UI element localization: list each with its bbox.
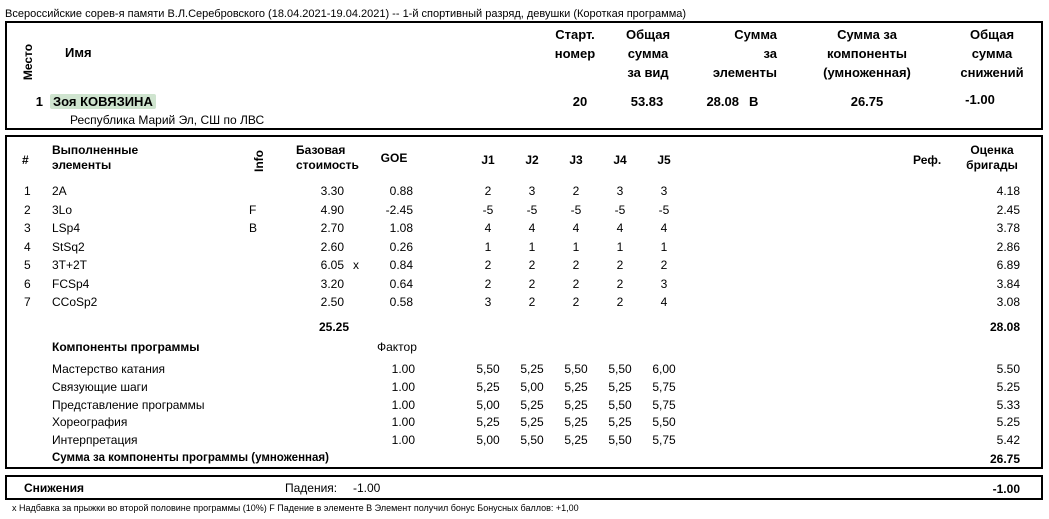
skater-club: Республика Марий Эл, СШ по ЛВС (70, 113, 265, 127)
skater-place: 1 (35, 94, 43, 109)
element-judge-1-score: 3 (484, 295, 492, 309)
component-factor: 1.00 (391, 379, 415, 394)
element-panel-score: 2.86 (996, 239, 1020, 254)
element-judge-4-score: 3 (616, 184, 624, 198)
skater-name[interactable] (50, 94, 156, 109)
deductions-header (947, 25, 1037, 82)
element-judge-1-score: 2 (484, 258, 492, 272)
element-num: 5 (24, 258, 31, 272)
element-judge-2-score: -5 (526, 202, 538, 217)
component-factor: 1.00 (391, 397, 415, 412)
element-num: 3 (24, 221, 31, 235)
element-judge-3-score: 2 (572, 184, 580, 198)
deductions-box (5, 475, 1043, 500)
component-judge-3-score: 5,25 (564, 397, 588, 412)
element-num: 2 (24, 202, 31, 217)
footer-note: x Надбавка за прыжки во второй половине программы (10%) F Падение в элементе B Элемент получил бонус Бонусных баллов: +1,00 (12, 503, 579, 513)
element-base-value: 2.60 (320, 239, 344, 254)
component-factor: 1.00 (391, 362, 415, 376)
component-judge-1-score: 5,25 (476, 379, 500, 394)
judge-5-header: J5 (657, 153, 671, 167)
component-judge-4-score: 5,50 (608, 397, 632, 412)
element-judge-1-score: 4 (484, 221, 492, 235)
element-code: FCSp4 (52, 276, 90, 291)
elements-header-line-1: Выполненные (52, 143, 139, 157)
info-header: Info (252, 150, 266, 172)
component-judge-1-score: 5,50 (476, 362, 500, 376)
total-score-header (615, 25, 681, 82)
total-header-line-3: за вид (627, 65, 669, 80)
skater-summary-box (5, 21, 1043, 130)
element-judge-2-score: 2 (528, 276, 536, 291)
component-judge-5-score: 6,00 (652, 362, 676, 376)
component-judge-1-score: 5,25 (476, 415, 500, 430)
element-code: StSq2 (52, 239, 85, 254)
deductions-header-line-3: снижений (960, 65, 1024, 80)
element-panel-score: 3.78 (996, 221, 1020, 235)
element-judge-1-score: 1 (484, 239, 492, 254)
skater-name-text: Зоя КОВЯЗИНА (50, 94, 156, 109)
element-score-value: 28.08 (706, 94, 739, 109)
element-base-value: 4.90 (320, 202, 344, 217)
component-judge-1-score: 5,00 (476, 433, 500, 448)
judge-2-header: J2 (525, 153, 539, 167)
judge-3-header: J3 (569, 153, 583, 167)
panel-header-line-2: бригады (966, 158, 1018, 172)
element-bonus-x: x (353, 258, 359, 272)
component-panel-score: 5.50 (996, 362, 1020, 376)
element-num: 7 (24, 295, 31, 309)
component-judge-3-score: 5,25 (564, 415, 588, 430)
element-goe: 0.88 (389, 184, 413, 198)
component-panel-score: 5.25 (996, 379, 1020, 394)
element-judge-2-score: 1 (528, 239, 536, 254)
start-number-header (545, 25, 605, 63)
component-name: Представление программы (52, 397, 205, 412)
element-panel-score: 3.08 (996, 295, 1020, 309)
component-judge-4-score: 5,50 (608, 433, 632, 448)
element-judge-5-score: 4 (660, 221, 668, 235)
element-base-value: 3.20 (320, 276, 344, 291)
component-score-value: 26.75 (850, 94, 884, 109)
element-goe: 0.84 (389, 258, 413, 272)
component-factor: 1.00 (391, 415, 415, 430)
components-title: Компоненты программы (52, 340, 200, 354)
element-info: B (249, 221, 258, 235)
falls-label: Падения: (285, 481, 338, 495)
element-judge-5-score: 4 (660, 295, 668, 309)
deductions-header-line-2: сумма (971, 46, 1013, 61)
component-judge-2-score: 5,25 (520, 415, 544, 430)
component-panel-score: 5.25 (996, 415, 1020, 430)
component-factor: 1.00 (391, 433, 415, 448)
element-panel-score: 4.18 (996, 184, 1020, 198)
component-score-header (807, 25, 927, 82)
elements-header-line-1: Сумма (734, 27, 777, 42)
components-header-line-3: (умноженная) (823, 65, 911, 80)
element-judge-4-score: 1 (616, 239, 624, 254)
bonus-marker: B (749, 94, 759, 109)
panel-score-header (957, 143, 1027, 173)
element-code: CCoSp2 (52, 295, 98, 309)
scores-detail-box (5, 135, 1043, 469)
element-judge-5-score: 2 (660, 258, 668, 272)
component-judge-5-score: 5,50 (652, 415, 676, 430)
element-judge-1-score: 2 (484, 276, 492, 291)
place-header: Место (21, 43, 35, 81)
event-title: Всероссийские сорев-я памяти В.Л.Серебровского (18.04.2021-19.04.2021) -- 1-й спортивный разряд, девушки (Короткая программа) (5, 8, 687, 20)
deductions-label: Снижения (24, 481, 84, 495)
element-code: 3T+2T (52, 258, 88, 272)
element-code: 3Lo (52, 202, 73, 217)
element-panel-score: 3.84 (996, 276, 1020, 291)
elements-header-line-3: элементы (712, 65, 777, 80)
component-name: Мастерство катания (52, 362, 166, 376)
total-score-value: 53.83 (630, 94, 664, 109)
start-header-line-2: номер (554, 46, 596, 61)
components-header-line-2: компоненты (827, 46, 907, 61)
component-judge-1-score: 5,00 (476, 397, 500, 412)
component-judge-3-score: 5,25 (564, 379, 588, 394)
component-judge-5-score: 5,75 (652, 379, 676, 394)
base-total: 25.25 (318, 320, 349, 334)
component-judge-2-score: 5,25 (520, 362, 544, 376)
element-judge-3-score: -5 (570, 202, 582, 217)
element-judge-2-score: 4 (528, 221, 536, 235)
element-judge-1-score: -5 (482, 202, 494, 217)
component-judge-4-score: 5,25 (608, 379, 632, 394)
num-header: # (22, 153, 29, 167)
panel-header-line-1: Оценка (970, 143, 1014, 157)
element-panel-score: 6.89 (996, 258, 1020, 272)
element-judge-3-score: 2 (572, 258, 580, 272)
element-judge-4-score: 2 (616, 295, 624, 309)
element-judge-3-score: 1 (572, 239, 580, 254)
base-value-header (296, 143, 359, 173)
element-base-value: 2.50 (320, 295, 344, 309)
base-header-line-2: стоимость (296, 158, 359, 172)
component-judge-2-score: 5,00 (520, 379, 544, 394)
deductions-value: -1.00 (965, 92, 995, 107)
deductions-total: -1.00 (992, 482, 1020, 496)
component-judge-4-score: 5,50 (608, 362, 632, 376)
element-judge-2-score: 2 (528, 258, 536, 272)
elements-header-line-2: за (763, 46, 777, 61)
element-judge-4-score: -5 (614, 202, 626, 217)
element-judge-5-score: 3 (660, 184, 668, 198)
component-judge-2-score: 5,25 (520, 397, 544, 412)
component-judge-5-score: 5,75 (652, 397, 676, 412)
element-goe: -2.45 (385, 202, 413, 217)
start-header-line-1: Старт. (555, 27, 595, 42)
falls-value: -1.00 (353, 481, 381, 495)
components-total: 26.75 (989, 452, 1020, 466)
element-judge-1-score: 2 (484, 184, 492, 198)
element-panel-score: 2.45 (996, 202, 1020, 217)
total-header-line-1: Общая (625, 27, 671, 42)
deductions-header-line-1: Общая (969, 27, 1015, 42)
element-judge-4-score: 4 (616, 221, 624, 235)
name-header: Имя (65, 45, 92, 60)
element-judge-3-score: 4 (572, 221, 580, 235)
element-num: 4 (24, 239, 31, 254)
element-judge-5-score: -5 (658, 202, 670, 217)
base-header-line-1: Базовая (296, 143, 346, 157)
element-code: LSp4 (52, 221, 81, 235)
component-name: Интерпретация (52, 433, 138, 448)
element-judge-4-score: 2 (616, 276, 624, 291)
component-judge-3-score: 5,50 (564, 362, 588, 376)
components-header-line-1: Сумма за (837, 27, 897, 42)
element-judge-5-score: 1 (660, 239, 668, 254)
element-judge-4-score: 2 (616, 258, 624, 272)
components-total-label: Сумма за компоненты программы (умноженная) (52, 452, 329, 464)
judge-1-header: J1 (481, 153, 495, 167)
element-goe: 0.58 (389, 295, 413, 309)
element-num: 6 (24, 276, 31, 291)
element-judge-2-score: 2 (528, 295, 536, 309)
element-goe: 1.08 (389, 221, 413, 235)
factor-header: Фактор (377, 340, 417, 354)
component-name: Хореография (52, 415, 128, 430)
component-judge-2-score: 5,50 (520, 433, 544, 448)
component-panel-score: 5.33 (996, 397, 1020, 412)
element-judge-3-score: 2 (572, 276, 580, 291)
component-judge-3-score: 5,25 (564, 433, 588, 448)
element-num: 1 (24, 184, 31, 198)
element-judge-2-score: 3 (528, 184, 536, 198)
panel-total: 28.08 (989, 320, 1020, 334)
total-header-line-2: сумма (627, 46, 669, 61)
element-goe: 0.64 (389, 276, 413, 291)
element-judge-3-score: 2 (572, 295, 580, 309)
element-base-value: 3.30 (320, 184, 344, 198)
element-judge-5-score: 3 (660, 276, 668, 291)
element-info: F (249, 202, 257, 217)
element-code: 2A (52, 184, 67, 198)
referee-header: Реф. (913, 153, 942, 167)
component-panel-score: 5.42 (996, 433, 1020, 448)
judge-4-header: J4 (613, 153, 627, 167)
elements-header-line-2: элементы (52, 158, 112, 172)
component-judge-5-score: 5,75 (652, 433, 676, 448)
element-base-value: 2.70 (320, 221, 344, 235)
start-number-value: 20 (572, 94, 588, 109)
component-judge-4-score: 5,25 (608, 415, 632, 430)
element-goe: 0.26 (389, 239, 413, 254)
goe-header: GOE (380, 151, 408, 165)
element-base-value: 6.05 (320, 258, 344, 272)
element-score-header (687, 25, 777, 82)
elements-header (52, 143, 138, 173)
component-name: Связующие шаги (52, 379, 148, 394)
